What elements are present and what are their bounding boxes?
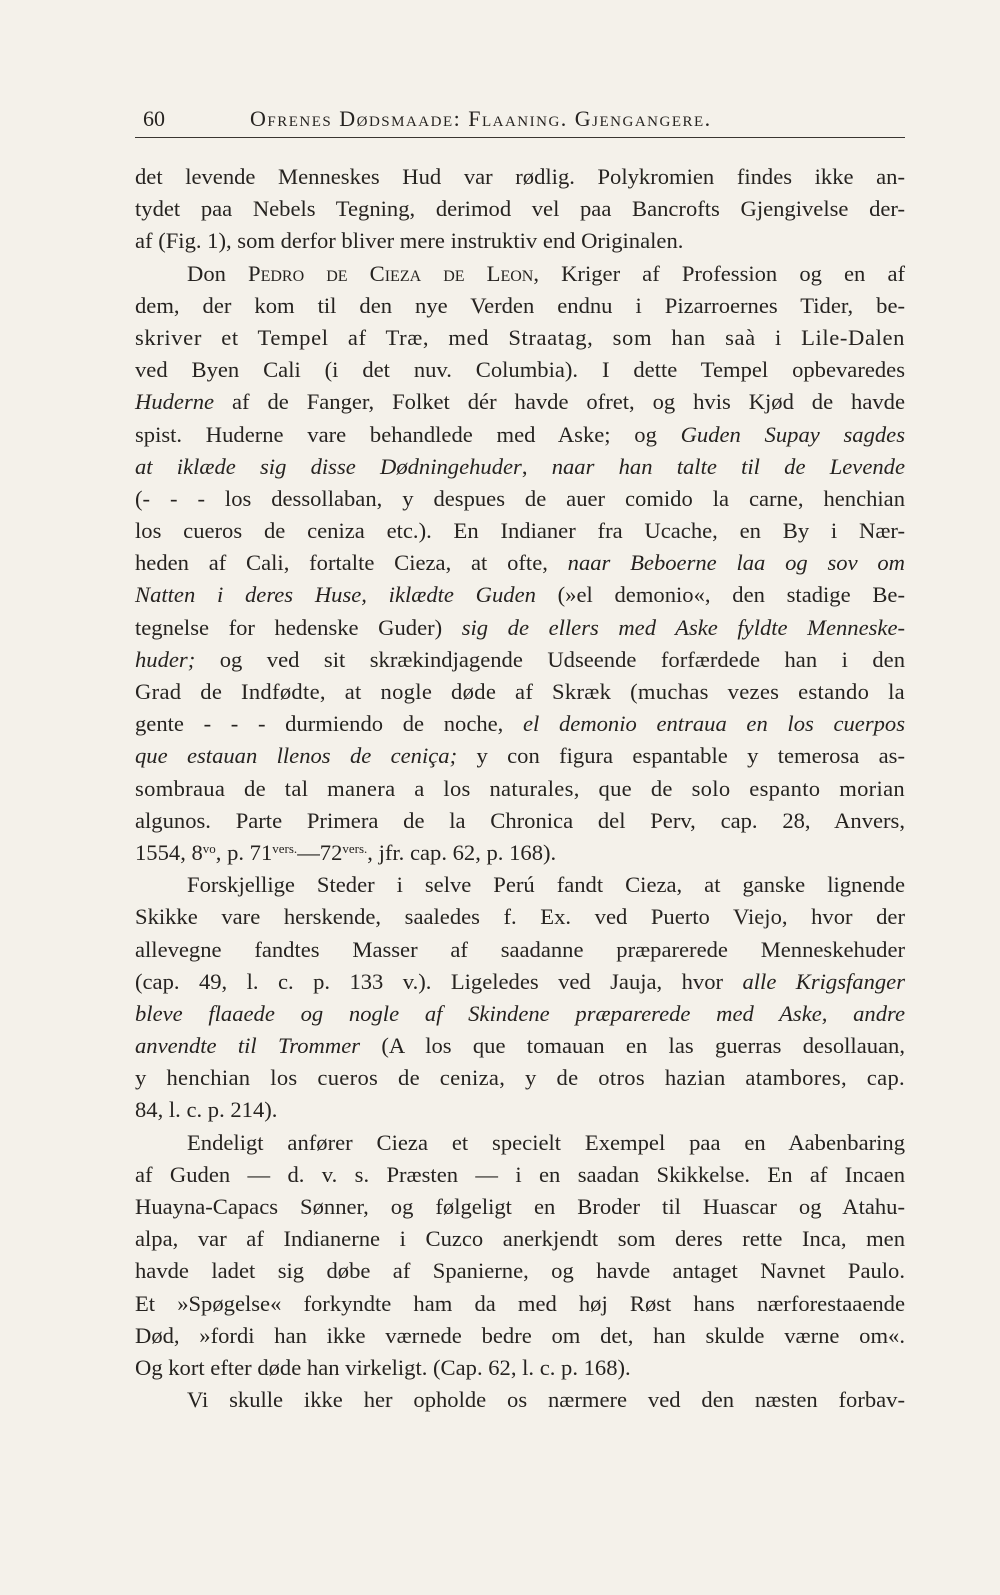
text-line	[135, 1255, 905, 1287]
italic-text: Guden Supay sagdes	[680, 421, 905, 447]
text-span: skriver et Tempel af Træ, med Straatag, som han saà i Lile-Dalen	[135, 324, 905, 350]
text-line	[135, 998, 905, 1030]
text-line	[135, 644, 905, 676]
italic-text: que estauan llenos de ceniça;	[135, 743, 458, 769]
italic-text: naar han talte til de Levende	[551, 453, 905, 479]
text-span: , p. 71	[215, 839, 273, 865]
page-header	[135, 106, 905, 136]
text-line	[135, 708, 905, 740]
text-line	[135, 322, 905, 354]
text-line	[135, 354, 905, 386]
text-line	[135, 419, 905, 451]
text-line	[135, 869, 905, 901]
text-line	[135, 1159, 905, 1191]
text-span: af (Fig. 1), som derfor bliver mere instruktiv end Originalen.	[135, 228, 684, 254]
text-span: Vi skulle ikke her opholde os nærmere ved den næsten forbav-	[187, 1387, 905, 1413]
text-line	[135, 1223, 905, 1255]
text-line	[135, 805, 905, 837]
text-line	[135, 1127, 905, 1159]
italic-text: naar Beboerne laa og sov om	[567, 550, 905, 576]
text-span: y con figura espantable y temerosa as-	[457, 743, 905, 769]
text-span: spist. Huderne vare behandlede med Aske; og	[135, 421, 681, 447]
text-span: , Kriger af Profession og en af	[533, 260, 905, 286]
text-span: sombraua de tal manera a los naturales, que de solo espanto morian	[135, 775, 905, 801]
italic-text: alle Krigsfanger	[742, 968, 905, 994]
text-span: af de Fanger, Folket dér havde ofret, og hvis Kjød de havde	[214, 389, 905, 415]
text-line	[135, 547, 905, 579]
text-line	[135, 1288, 905, 1320]
body-text	[135, 161, 905, 1416]
italic-text: Natten i deres Huse, iklædte Guden	[135, 582, 536, 608]
page-number: 60	[143, 106, 165, 131]
text-line	[135, 676, 905, 708]
running-head: Ofrenes Dødsmaade: Flaaning. Gjengangere.	[250, 106, 712, 131]
superscript: vers.	[342, 840, 368, 856]
text-line	[135, 451, 905, 483]
text-span: 84, l. c. p. 214).	[135, 1097, 278, 1123]
superscript: vo	[202, 840, 216, 856]
superscript: vers.	[272, 840, 298, 856]
text-span: dem, der kom til den nye Verden endnu i Pizarroernes Tider, be-	[135, 292, 905, 318]
text-span: Grad de Indfødte, at nogle døde af Skræk (muchas vezes estando la	[135, 679, 905, 704]
text-line	[135, 225, 905, 257]
text-span: Don	[187, 260, 249, 286]
text-line	[135, 193, 905, 225]
text-line	[135, 966, 905, 998]
italic-text: at iklæde sig disse Dødningehuder	[135, 453, 522, 479]
text-span: 1554, 8	[135, 839, 203, 865]
text-span: algunos. Parte Primera de la Chronica del Perv, cap. 28, Anvers,	[135, 807, 905, 833]
text-span: allevegne fandtes Masser af saadanne præparerede Menneskehuder	[135, 936, 905, 962]
text-line	[135, 258, 905, 290]
text-line	[135, 1320, 905, 1352]
text-span: Et »Spøgelse« forkyndte ham da med høj Røst hans nærforestaaende	[135, 1290, 905, 1316]
italic-text: el demonio entraua en los cuerpos	[523, 711, 905, 737]
text-line	[135, 934, 905, 966]
text-span: og ved sit skrækindjagende Udseende forfærdede han i den	[195, 646, 905, 672]
text-line	[135, 579, 905, 611]
text-line	[135, 1094, 905, 1126]
text-line	[135, 161, 905, 193]
text-line	[135, 837, 905, 869]
text-span: y henchian los cueros de ceniza, y de otros hazian atambores, cap.	[135, 1065, 905, 1091]
italic-text: sig de ellers med Aske fyldte Menneske-	[461, 614, 905, 640]
text-span: —72	[297, 839, 343, 865]
text-span: af Guden — d. v. s. Præsten — i en saadan Skikkelse. En af Incaen	[135, 1161, 905, 1187]
header-rule	[135, 137, 905, 138]
text-line	[135, 1191, 905, 1223]
text-span: Død, »fordi han ikke værnede bedre om det, han skulde værne om«.	[135, 1322, 905, 1348]
italic-text: Huderne	[135, 389, 215, 415]
text-line	[135, 515, 905, 547]
italic-text: anvendte til Trommer	[135, 1033, 361, 1059]
text-span: det levende Menneskes Hud var rødlig. Polykromien findes ikke an-	[135, 164, 905, 189]
text-span: gente - - - durmiendo de noche,	[135, 711, 524, 737]
text-line	[135, 773, 905, 805]
text-span: (cap. 49, l. c. p. 133 v.). Ligeledes ved Jauja, hvor	[135, 968, 743, 994]
text-line	[135, 1352, 905, 1384]
text-span: (- - - los dessollaban, y despues de auer comido la carne, henchian	[135, 485, 905, 511]
text-line	[135, 901, 905, 933]
text-span: los cueros de ceniza etc.). En Indianer fra Ucache, en By i Nær-	[135, 518, 905, 544]
text-span: tydet paa Nebels Tegning, derimod vel paa Bancrofts Gjengivelse der-	[135, 196, 905, 222]
text-line	[135, 1030, 905, 1062]
small-caps-name: Pedro de Cieza de Leon	[248, 260, 534, 286]
italic-text: huder;	[135, 646, 196, 672]
text-span: ,	[521, 453, 552, 479]
text-line	[135, 740, 905, 772]
text-span: havde ladet sig døbe af Spanierne, og havde antaget Navnet Paulo.	[135, 1258, 905, 1284]
italic-text: bleve flaaede og nogle af Skindene præparerede med Aske, andre	[135, 1000, 905, 1026]
text-span: tegnelse for hedenske Guder)	[135, 614, 462, 640]
text-line	[135, 612, 905, 644]
text-span: (A los que tomauan en las guerras desollauan,	[360, 1033, 906, 1059]
text-span: (»el demonio«, den stadige Be-	[535, 582, 905, 608]
text-span: Endeligt anfører Cieza et specielt Exempel paa en Aabenbaring	[187, 1129, 905, 1155]
text-span: Og kort efter døde han virkeligt. (Cap. 62, l. c. p. 168).	[135, 1354, 631, 1380]
text-span: Forskjellige Steder i selve Perú fandt Cieza, at ganske lignende	[187, 872, 905, 898]
text-span: ved Byen Cali (i det nuv. Columbia). I dette Tempel opbevaredes	[135, 357, 905, 383]
text-line	[135, 290, 905, 322]
text-line	[135, 483, 905, 515]
text-span: , jfr. cap. 62, p. 168).	[367, 839, 557, 865]
text-line	[135, 1384, 905, 1416]
text-span: Huayna-Capacs Sønner, og følgeligt en Broder til Huascar og Atahu-	[135, 1194, 905, 1219]
text-line	[135, 386, 905, 418]
text-span: alpa, var af Indianerne i Cuzco anerkjendt som deres rette Inca, men	[135, 1226, 905, 1252]
text-span: heden af Cali, fortalte Cieza, at ofte,	[135, 550, 568, 576]
text-span: Skikke vare herskende, saaledes f. Ex. ved Puerto Viejo, hvor der	[135, 904, 905, 930]
text-line	[135, 1062, 905, 1094]
